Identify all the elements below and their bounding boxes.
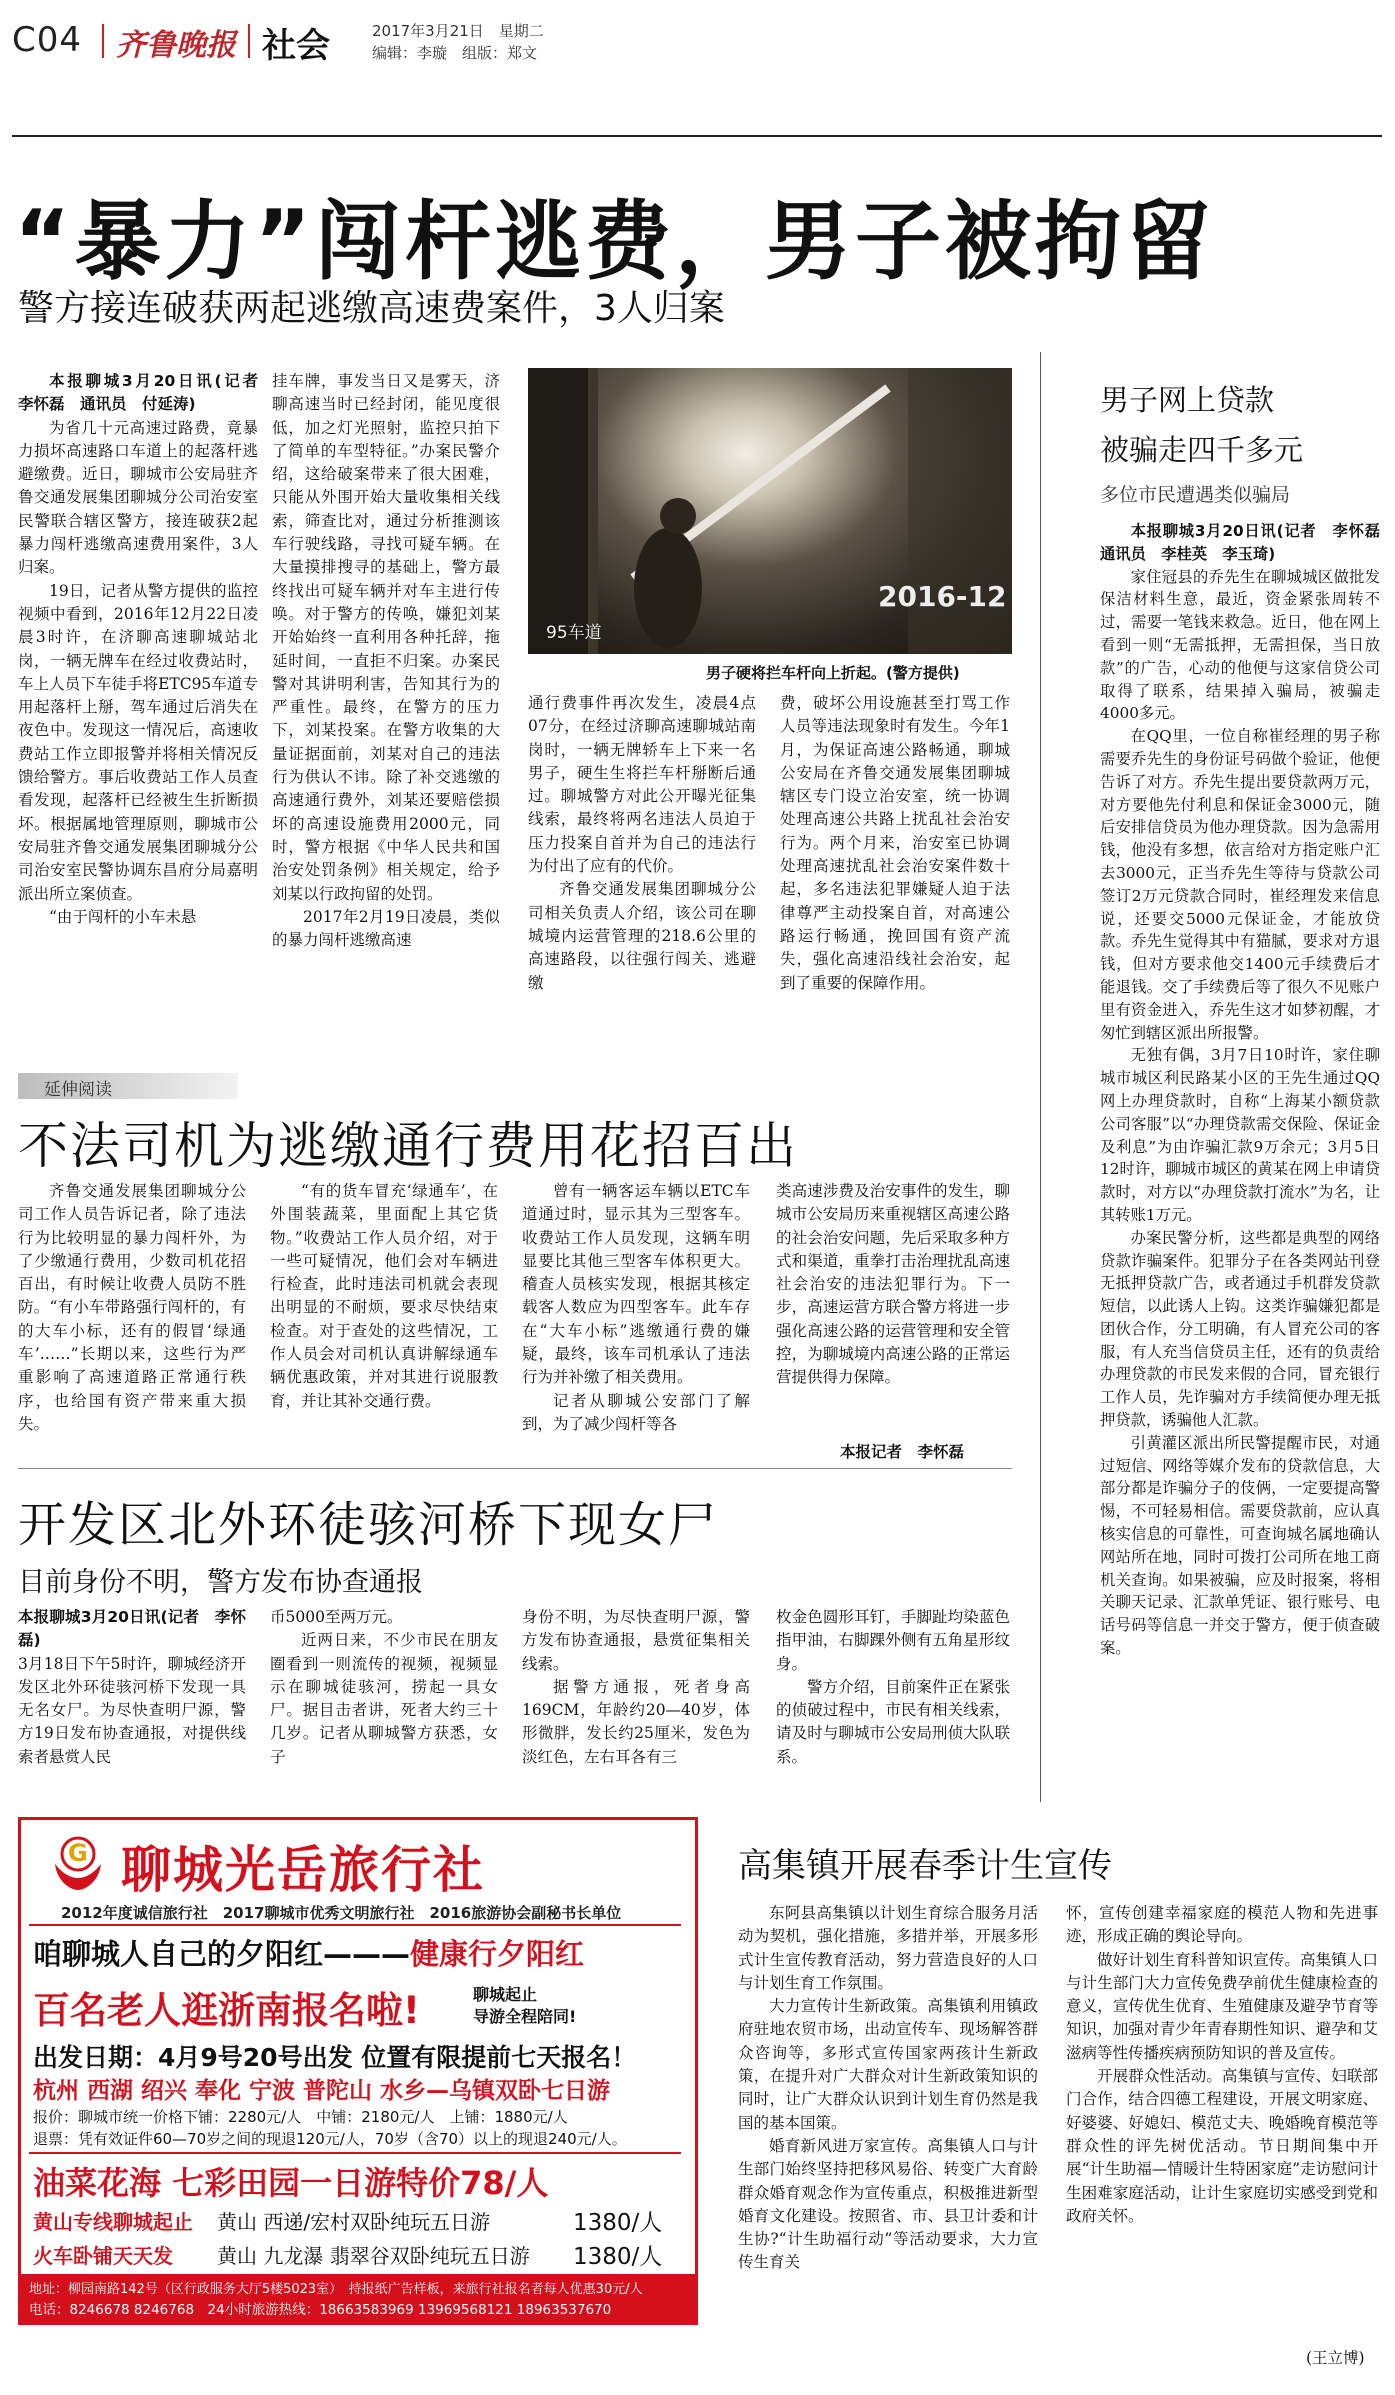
corpse-col-1 [18,1606,246,1798]
masthead-divider-2 [248,24,250,58]
route: 杭州 西湖 绍兴 奉化 宁波 普陀山 水乡—乌镇双卧七日游 [33,2078,611,2104]
corpse-byline: 本报聊城3月20日讯(记者 李怀磊) [18,1608,246,1650]
travel-ad [18,1817,698,2325]
lead-para: “由于闯杆的小车未悬 [49,907,197,926]
lead-byline: 本报聊城3月20日讯(记者 李怀磊 通讯员 付延涛) [18,372,274,414]
lead-col-2 [272,370,500,1048]
extend-col-1 [18,1180,246,1462]
loan-headline-1: 男子网上贷款 [1100,383,1275,417]
extend-col-4 [776,1180,1010,1438]
slogan-b-text: 健康行夕阳红 [410,1937,585,1971]
corpse-col-4 [776,1606,1010,1798]
family-headline: 高集镇开展春季计生宣传 [738,1846,1112,1886]
loan-para: 办案民警分析，这些都是典型的网络贷款诈骗案件。犯罪分子在各类网站刊登无抵押贷款广告，或者通过手机群发贷款短信，以此诱人上钩。这类诈骗嫌犯都是团伙合作，分工明确，有人冒充公司的客服，有人充当信贷员主任，还有的负责给办理贷款的市民发来假的合同，冒充银行工作人员，先诈骗对方手续简便办理无抵押贷款，诱骗他人汇款。 [1100,1228,1380,1430]
photo-caption: 男子硬将拦车杆向上折起。(警方提供) [706,664,960,682]
family-col-2 [1066,1902,1378,2332]
corpse-para: 身份不明，为尽快查明尸源，警方发布协查通报，悬赏征集相关线索。 [522,1608,750,1673]
family-para: 东阿县高集镇以计划生育综合服务月活动为契机，强化措施，多措并举，开展多形式计生宣传教育活动，努力营造良好的人口与计划生育工作氛围。 [738,1904,1038,1992]
family-col-1 [738,1902,1038,2372]
slogan-a-text: 咱聊城人自己的夕阳红——— [33,1937,411,1971]
corpse-para: 枚金色圆形耳钉，手脚趾均染蓝色指甲油，右脚踝外侧有五角星形纹身。 [776,1608,1010,1673]
family-credit: (王立博) [1306,2349,1365,2367]
corpse-para: 3月18日下午5时许，聊城经济开发区北外环徒骇河桥下发现一具无名女尸。为尽快查明尸源，警方19日发布协查通报，对提供线索者悬赏人民 [18,1654,246,1766]
lead-col-4 [780,692,1010,1048]
issue-date: 2017年3月21日 星期二 [372,22,544,40]
lead-para: 2017年2月19日凌晨，类似的暴力闯杆逃缴高速 [272,907,500,950]
side-note-2: 导游全程陪同! [473,2007,577,2026]
lead-para: 挂车牌，事发当日又是雾天，济聊高速当时已经封闭，能见度很低，加之灯光照射，监控只拍下了简单的车型特征。”办案民警介绍，这给破案带来了很大困难，只能从外围开始大量收集相关线索，筛查比对，通过分析推测该车行驶线路，寻找可疑车辆。在大量摸排搜寻的基础上，警方最终找出可疑车辆并对车主进行传唤。对于警方的传唤，嫌犯刘某开始始终一直利用各种托辞，拖延时间，一直拒不归案。办案民警对其讲明利害，告知其行为的严重性。最终，在警方的压力下，刘某投案。在警方收集的大量证据面前，刘某对自己的违法行为供认不讳。除了补交逃缴的高速通行费外，刘某还要赔偿损坏的高速设施费用2000元，同时，警方根据《中华人民共和国治安处罚条例》相关规定，给予刘某以行政拘留的处罚。 [272,372,500,903]
extend-para: 记者从聊城公安部门了解到，为了减少闯杆等各 [522,1391,750,1433]
corpse-headline: 开发区北外环徒骇河桥下现女尸 [18,1497,719,1553]
loan-para: 无独有偶，3月7日10时许，家住聊城市城区利民路某小区的王先生通过QQ网上办理贷款时，自称“上海某小额贷款公司客服”以“办理贷款需交保险、保证金及利息”为由诈骗汇款9万余元；3月5日12时许，聊城市城区的黄某在网上申请贷款时，对方以“办理贷款打流水”为名，让其转账1万元。 [1100,1046,1380,1224]
extend-para: “有的货车冒充‘绿通车’，在外围装蔬菜，里面配上其它货物。”收费站工作人员介绍，对于一些可疑情况，他们会对车辆进行检查，此时违法司机就会表现出明显的不耐烦，要求尽快结束检查。对于查处的这些情况，工作人员会对司机认真讲解绿通车辆优惠政策，并对其进行说服教育，并让其补交通行费。 [270,1182,498,1410]
tour1-price: 1380/人 [573,2210,663,2236]
side-note-1: 聊城起止 [473,1985,538,2004]
corpse-col-2 [270,1606,498,1798]
agency-name: 聊城光岳旅行社 [121,1841,485,1899]
promo: 油菜花海 七彩田园一日游特价78/人 [33,2164,549,2202]
loan-byline: 本报聊城3月20日讯(记者 李怀磊 通讯员 李桂英 李玉琦) [1100,522,1395,563]
right-column-rule [1040,352,1041,1802]
family-para: 婚育新风进万家宣传。高集镇人口与计生部门始终坚持把移风易俗、转变广大育龄群众婚育观念作为宣传重点，积极推进新型婚育文化建设。按照省、市、县卫计委和计生协?“计生助福行动”等活动要求，大力宣传生育关 [738,2136,1038,2272]
paper-logo: 齐鲁晚报 [116,28,236,63]
travel-ad-logo [49,1834,107,1892]
family-para: 大力宣传计生新政策。高集镇利用镇政府驻地农贸市场，出动宣传车、现场解答群众咨询等，多形式宣传国家两孩计生新政策，在提升对广大群众对计生新政策知识的同时，让广大群众认识到计划生育仍然是我国的基本国策。 [738,1997,1038,2132]
big-call: 百名老人逛浙南报名啦! [33,1989,420,2032]
corpse-para: 据警方通报，死者身高169CM，年龄约20—40岁，体形微胖，发长约25厘米，发色为淡红色，左右耳各有三 [522,1677,750,1766]
lead-photo [528,368,1012,654]
lead-para: 19日，记者从警方提供的监控视频中看到，2016年12月22日凌晨3时许，在济聊高速聊城站北岗，一辆无牌车在经过收费站时，车上人员下车徒手将ETC95车道专用起落杆上掰，驾车通过后消失在夜色中。发现这一情况后，高速收费站工作立即报警并将相关情况反馈给警方。事后收费站工作人员查看发现，起落杆已经被生生折断损坏。根据属地管理原则，聊城市公安局驻齐鲁交通发展集团聊城分公司治安室民警协调东昌府分局嘉明派出所立案侦查。 [18,581,258,903]
page-number: C04 [12,20,83,60]
lead-col-1 [18,370,274,1048]
price-line: 报价：聊城市统一价格下铺：2280元/人 中铺：2180元/人 上铺：1880元/人 [33,2108,568,2126]
loan-para: 引黄灌区派出所民警提醒市民，对通过短信、网络等媒介发布的贷款信息，大部分都是诈骗分子的伎俩，一定要提高警惕，不可轻易相信。需要贷款前，应认真核实信息的可靠性，可查询城名属地确认网站所在地，同时可拨打公司所在地工商机关查询。如果被骗，应及时报案，将相关聊天记录、汇款单凭证、银行账号、电话号码等信息一并交于警方，便于侦查破案。 [1100,1433,1380,1658]
tour1-tag: 黄山专线聊城起止 [33,2210,193,2234]
corpse-para: 警方介绍，目前案件正在紧张的侦破过程中，市民有相关线索，请及时与聊城市公安局刑侦大队联系。 [776,1677,1010,1766]
extend-col-2 [270,1180,498,1462]
ad-divider-2 [29,2152,681,2154]
lead-col-3 [528,692,756,1048]
divider-corpse [18,1468,1012,1469]
corpse-para: 币5000至两万元。 [270,1608,403,1626]
ad-divider [29,1924,681,1926]
masthead-rule [12,135,1382,137]
extend-col-3 [522,1180,750,1462]
loan-para: 在QQ里，一位自称崔经理的男子称需要乔先生的身份证号码做个验证，他便告诉了对方。乔先生提出要贷款两万元，对方要他先付利息和保证金3000元，随后安排信贷员为他办理贷款。因为急需用钱，他没有多想，依言给对方指定账户汇去3000元，正当乔先生等待与贷款公司签订2万元贷款合同时，崔经理发来信息说，还要交5000元保证金，才能放贷款。乔先生觉得其中有猫腻，要求对方退钱，但对方要求他交1400元手续费后才能退钱。交了手续费后等了很久不见账户里有资金进入，乔先生这才如梦初醒，才匆忙到辖区派出所报警。 [1100,727,1380,1042]
corpse-para: 近两日来，不少市民在朋友圈看到一则流传的视频，视频显示在聊城徒骇河，捞起一具女尸。据目击者讲，死者大约三十几岁。记者从聊城警方获悉，女子 [270,1631,498,1766]
family-para: 做好计划生育科普知识宣传。高集镇人口与计生部门大力宣传免费孕前优生健康检查的意义，宣传优生优育、生殖健康及避孕节育等知识，加强对青少年青春期性知识、避孕和艾滋病等性传播疾病预防知识的普及宣传。 [1066,1950,1378,2062]
loan-body [1100,520,1395,1800]
loan-headline-2: 被骗走四千多元 [1100,433,1304,467]
family-para: 怀，宣传创建幸福家庭的模范人物和先进事迹，形成正确的舆论导向。 [1066,1904,1378,1946]
ad-phone: 电话：8246678 8246768 24小时旅游热线：18663583969 13969568121 18963537670 [29,2302,612,2318]
extend-para: 类高速涉费及治安事件的发生，聊城市公安局历来重视辖区高速公路的社会治安问题，先后采取多种方式和渠道，重拳打击治理扰乱高速社会治安的违法犯罪行为。下一步，高速运营方联合警方将进一步强化高速公路的运营管理和安全管控，为聊城境内高速公路的正常运营提供得力保障。 [776,1182,1010,1387]
ad-address: 地址：柳园南路142号（区行政服务大厅5楼5023室） 持报纸广告样板，来旅行社报名者每人优惠30元/人 [29,2282,643,2297]
tour2-price: 1380/人 [573,2244,663,2270]
corpse-col-3 [522,1606,750,1798]
tour1: 黄山 西递/宏村双卧纯玩五日游 [217,2210,491,2234]
tour2: 黄山 九龙瀑 翡翠谷双卧纯玩五日游 [217,2244,530,2268]
lead-headline: “暴力”闯杆逃费，男子被拘留 [14,192,1216,292]
tour2-tag: 火车卧铺天天发 [33,2244,173,2268]
extend-label: 延伸阅读 [44,1080,112,1100]
extend-headline: 不法司机为逃缴通行费用花招百出 [18,1117,798,1175]
lead-para: 费，破坏公用设施甚至打骂工作人员等违法现象时有发生。今年1月，为保证高速公路畅通，聊城公安局在齐鲁交通发展集团聊城辖区专门设立治安室，统一协调处理高速公共路上扰乱社会治安行为。两个月来，治安室已协调处理高速扰乱社会治安案件数十起，多名违法犯罪嫌疑人迫于法律尊严主动投案自首，对高速公路运行畅通，挽回国有资产流失，强化高速沿线社会治安，起到了重要的保障作用。 [780,694,1010,992]
section-name: 社会 [262,26,330,66]
lead-subhead: 警方接连破获两起逃缴高速费案件，3人归案 [18,288,725,329]
photo-lane-label: 95车道 [546,623,602,643]
family-para: 开展群众性活动。高集镇与宣传、妇联部门合作，结合四德工程建设，开展文明家庭、好婆婆、好媳妇、模范丈夫、晚婚晚育模范等群众性的评先树优活动。节日期间集中开展“计生助福—情暖计生特困家庭”走访慰问计生困难家庭活动，让计生家庭切实感受到党和政府关怀。 [1066,2067,1378,2225]
extend-para: 曾有一辆客运车辆以ETC车道通过时，显示其为三型客车。收费站工作人员发现，这辆车明显要比其他三型客车体积更大。稽查人员核实发现，根据其核定载客人数应为四型客车。此车存在“大车小标”逃缴通行费的嫌疑，最终，该车司机承认了违法行为并补缴了相关费用。 [522,1182,750,1387]
loan-para: 家住冠县的乔先生在聊城城区做批发保洁材料生意，最近，资金紧张周转不过，需要一笔钱来救急。近日，他在网上看到一则“无需抵押，无需担保，当日放款”的广告，心动的他便与这家信贷公司取得了联系，结果掉入骗局，被骗走4000多元。 [1100,567,1380,723]
editor-credit: 编辑：李璇 组版：郑文 [372,44,538,62]
slogan-a [33,1932,584,1973]
corpse-subhead: 目前身份不明，警方发布协查通报 [18,1567,423,1598]
lead-para: 齐鲁交通发展集团聊城分公司相关负责人介绍，该公司在聊城境内运营管理的218.6公里的高速路段，以往强行闯关、逃避缴 [528,880,756,992]
lead-para: 通行费事件再次发生，凌晨4点07分，在经过济聊高速聊城站南岗时，一辆无牌轿车上下来一名男子，硬生生将拦车杆掰断后通过。聊城警方对此公开曝光征集线索，最终将两名违法人员迫于压力投案自首并为自己的违法行为付出了应有的代价。 [528,694,756,876]
refund-line: 退票：凭有效证件60—70岁之间的现退120元/人，70岁（含70）以上的现退240元/人。 [33,2130,627,2148]
extend-reporter: 本报记者 李怀磊 [840,1443,965,1461]
agency-honors: 2012年度诚信旅行社 2017聊城市优秀文明旅行社 2016旅游协会副秘书长单位 [61,1904,622,1922]
loan-subhead: 多位市民遭遇类似骗局 [1100,484,1291,506]
masthead-divider [102,24,104,58]
photo-timestamp: 2016-12 [878,580,1007,613]
logo-letter: G [68,1839,88,1867]
depart-date: 出发日期：4月9号20号出发 位置有限提前七天报名！ [33,2043,637,2072]
extend-para: 齐鲁交通发展集团聊城分公司工作人员告诉记者，除了违法行为比较明显的暴力闯杆外，为了少缴通行费用，少数司机花招百出，有时候让收费人员防不胜防。“有小车带路强行闯杆的，有的大车小标，还有的假冒‘绿通车’……”长期以来，这些行为严重影响了高速道路正常通行秩序，也给国有资产带来重大损失。 [18,1182,246,1433]
lead-para: 为省几十元高速过路费，竟暴力损坏高速路口车道上的起落杆逃避缴费。近日，聊城市公安局驻齐鲁交通发展集团聊城分公司治安室民警联合辖区警方，接连破获2起暴力闯杆逃缴高速费用案件，3人归案。 [18,418,258,577]
